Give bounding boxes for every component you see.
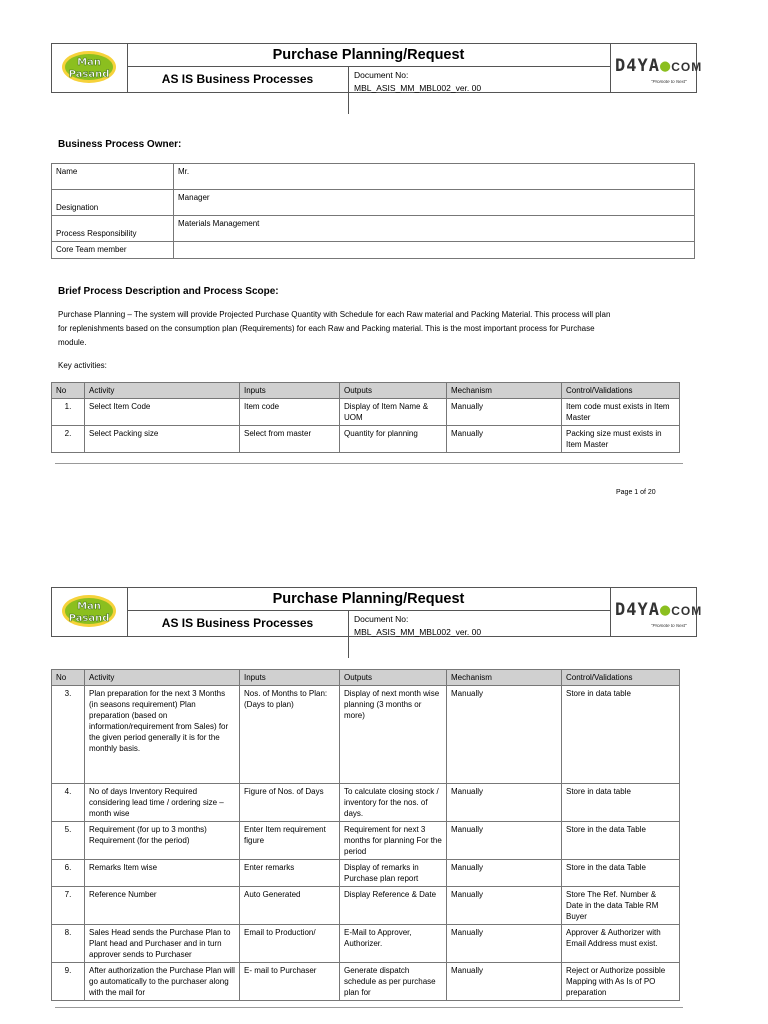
table-cell: Figure of Nos. of Days bbox=[240, 784, 340, 822]
table-header-cell: Control/Validations bbox=[562, 383, 680, 399]
table-cell: 8. bbox=[52, 925, 85, 963]
doc-subtitle: AS IS Business Processes bbox=[127, 66, 349, 114]
table-cell: After authorization the Purchase Plan will go automatically to the purchaser along with the mail for bbox=[85, 963, 240, 1001]
table-header-cell: Mechanism bbox=[447, 670, 562, 686]
doc-number: Document No: MBL_ASIS_MM_MBL002_ver. 00 bbox=[354, 614, 482, 637]
table-cell: Display of Item Name & UOM bbox=[340, 399, 447, 426]
table-cell: Store The Ref. Number & Date in the data Table RM Buyer bbox=[562, 887, 680, 925]
table-cell: Item code must exists in Item Master bbox=[562, 399, 680, 426]
table-cell: 3. bbox=[52, 686, 85, 784]
table-cell: 6. bbox=[52, 860, 85, 887]
table-row bbox=[52, 426, 680, 453]
owner-label: Designation bbox=[52, 190, 174, 216]
d4ya-tagline: "Promote to Next" bbox=[651, 623, 687, 628]
table-cell: Select from master bbox=[240, 426, 340, 453]
doc-title: Purchase Planning/Request bbox=[127, 588, 610, 611]
table-cell: 7. bbox=[52, 887, 85, 925]
owner-label: Process Responsibility bbox=[52, 216, 174, 242]
table-cell: Email to Production/ bbox=[240, 925, 340, 963]
table-cell: 5. bbox=[52, 822, 85, 860]
owner-label: Name bbox=[52, 164, 174, 190]
d4ya-tagline: "Promote to Next" bbox=[651, 79, 687, 84]
manpasand-logo bbox=[52, 588, 128, 636]
table-cell: Manually bbox=[447, 925, 562, 963]
manpasand-logo-icon bbox=[61, 50, 117, 84]
table-cell: Auto Generated bbox=[240, 887, 340, 925]
table-row bbox=[52, 887, 680, 925]
table-cell: Enter remarks bbox=[240, 860, 340, 887]
table-cell: Store in the data Table bbox=[562, 860, 680, 887]
table-cell: Select Packing size bbox=[85, 426, 240, 453]
table-row bbox=[52, 925, 680, 963]
table-cell: Manually bbox=[447, 887, 562, 925]
table-row bbox=[52, 822, 680, 860]
table-cell: Plan preparation for the next 3 Months (in seasons requirement) Plan preparation (based on information/requirement from Sales) for the given period generally it is for the monthly basis. bbox=[85, 686, 240, 784]
doc-number: Document No: MBL_ASIS_MM_MBL002_ver. 00 bbox=[354, 70, 482, 93]
footer-rule bbox=[55, 1007, 683, 1008]
owner-table bbox=[51, 163, 695, 259]
table-cell: Select Item Code bbox=[85, 399, 240, 426]
table-cell: Nos. of Months to Plan: (Days to plan) bbox=[240, 686, 340, 784]
table-cell: 2. bbox=[52, 426, 85, 453]
logo-text-2: Pasand bbox=[68, 613, 110, 624]
table-cell: 1. bbox=[52, 399, 85, 426]
table-cell: E-Mail to Approver, Authorizer. bbox=[340, 925, 447, 963]
table-cell: Store in data table bbox=[562, 784, 680, 822]
manpasand-logo-icon bbox=[61, 594, 117, 628]
page2-header bbox=[51, 587, 703, 637]
table-header-cell: Activity bbox=[85, 383, 240, 399]
table-header-cell: Control/Validations bbox=[562, 670, 680, 686]
owner-value: Manager bbox=[174, 190, 695, 216]
table-cell: Manually bbox=[447, 426, 562, 453]
logo-text-2: Pasand bbox=[68, 69, 110, 80]
table-header-cell: No bbox=[52, 670, 85, 686]
table-header-cell: Activity bbox=[85, 670, 240, 686]
table-cell: Approver & Authorizer with Email Address must exist. bbox=[562, 925, 680, 963]
doc-title: Purchase Planning/Request bbox=[127, 44, 610, 67]
table-cell: Display Reference & Date bbox=[340, 887, 447, 925]
owner-value: Materials Management bbox=[174, 216, 695, 242]
table-row bbox=[52, 686, 680, 784]
table-cell: Manually bbox=[447, 963, 562, 1001]
scope-heading: Brief Process Description and Process Scope: bbox=[58, 286, 279, 297]
table-cell: Sales Head sends the Purchase Plan to Plant head and Purchaser and in turn approver sends to Purchaser bbox=[85, 925, 240, 963]
table-cell: Manually bbox=[447, 784, 562, 822]
table-cell: Display of next month wise planning (3 months or more) bbox=[340, 686, 447, 784]
table-header-cell: Inputs bbox=[240, 383, 340, 399]
owner-value bbox=[174, 242, 695, 259]
table-row bbox=[52, 399, 680, 426]
key-activities-label: Key activities: bbox=[58, 361, 107, 370]
manpasand-logo bbox=[52, 44, 128, 92]
table-header-cell: No bbox=[52, 383, 85, 399]
table-cell: Remarks Item wise bbox=[85, 860, 240, 887]
logo-text-1: Man bbox=[77, 601, 101, 612]
table-cell: Enter Item requirement figure bbox=[240, 822, 340, 860]
table-cell: Display of remarks in Purchase plan report bbox=[340, 860, 447, 887]
table-cell: 9. bbox=[52, 963, 85, 1001]
d4ya-logo: D4YA●COM "Promote to Next" bbox=[610, 588, 697, 636]
table-row bbox=[52, 784, 680, 822]
table-cell: To calculate closing stock / inventory for the nos. of days. bbox=[340, 784, 447, 822]
logo-text-1: Man bbox=[77, 57, 101, 68]
owner-heading: Business Process Owner: bbox=[58, 139, 182, 150]
d4ya-logo: D4YA●COM "Promote to Next" bbox=[610, 44, 697, 92]
table-cell: Reject or Authorize possible Mapping with As Is of PO preparation bbox=[562, 963, 680, 1001]
table-cell: Store in the data Table bbox=[562, 822, 680, 860]
table-header-cell: Mechanism bbox=[447, 383, 562, 399]
table-cell: Quantity for planning bbox=[340, 426, 447, 453]
owner-label: Core Team member bbox=[52, 242, 174, 259]
page-number: Page 1 of 20 bbox=[616, 489, 656, 496]
doc-subtitle: AS IS Business Processes bbox=[127, 610, 349, 658]
table-cell: No of days Inventory Required considering lead time / ordering size – month wise bbox=[85, 784, 240, 822]
table-cell: Manually bbox=[447, 686, 562, 784]
table-cell: Manually bbox=[447, 399, 562, 426]
activity-table-page2 bbox=[51, 669, 680, 1001]
activity-table-page1 bbox=[51, 382, 680, 453]
table-cell: Manually bbox=[447, 822, 562, 860]
table-header-cell: Inputs bbox=[240, 670, 340, 686]
table-cell: Item code bbox=[240, 399, 340, 426]
table-header-cell: Outputs bbox=[340, 670, 447, 686]
table-row bbox=[52, 963, 680, 1001]
table-row bbox=[52, 860, 680, 887]
table-cell: Store in data table bbox=[562, 686, 680, 784]
table-cell: Manually bbox=[447, 860, 562, 887]
table-cell: 4. bbox=[52, 784, 85, 822]
table-cell: Requirement for next 3 months for planning For the period bbox=[340, 822, 447, 860]
table-cell: Requirement (for up to 3 months) Requirement (for the period) bbox=[85, 822, 240, 860]
table-cell: Generate dispatch schedule as per purchase plan for bbox=[340, 963, 447, 1001]
table-cell: E- mail to Purchaser bbox=[240, 963, 340, 1001]
table-cell: Packing size must exists in Item Master bbox=[562, 426, 680, 453]
scope-description: Purchase Planning – The system will provide Projected Purchase Quantity with Schedule for each Raw material and Packing Material. This process will plan for replenishments based on the consumption plan (Requirements) for each Raw and Packing material. This is the most important process for Purchase module. bbox=[58, 310, 611, 347]
owner-value: Mr. bbox=[174, 164, 695, 190]
table-cell: Reference Number bbox=[85, 887, 240, 925]
page1-header bbox=[51, 43, 703, 93]
footer-rule bbox=[55, 463, 683, 464]
table-header-cell: Outputs bbox=[340, 383, 447, 399]
